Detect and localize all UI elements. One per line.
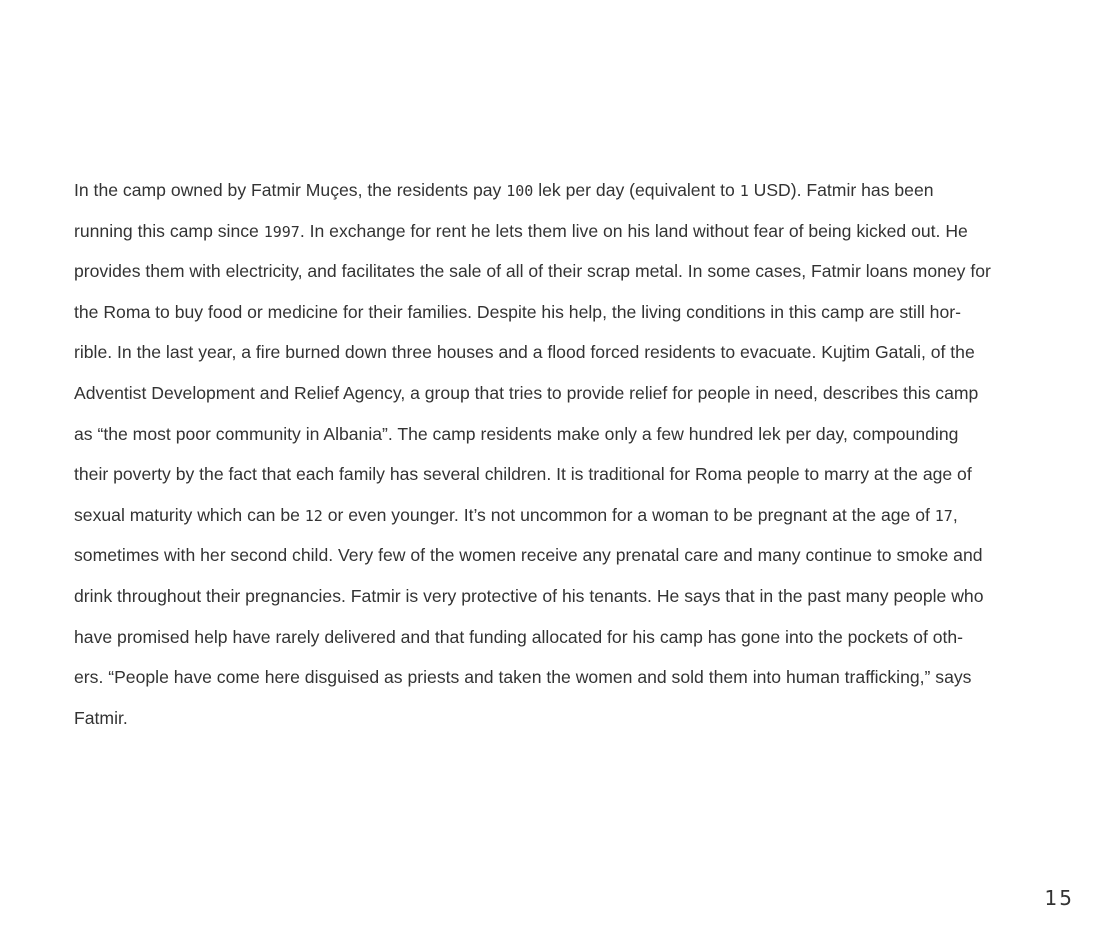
text-line — [74, 501, 1090, 542]
text-line — [74, 541, 1090, 582]
inline-number: 1997 — [263, 222, 300, 241]
inline-number: 17 — [934, 506, 953, 525]
text-line — [74, 623, 1090, 664]
page-number: 15 — [1044, 886, 1074, 910]
inline-number: 100 — [506, 182, 534, 200]
article-paragraph — [74, 176, 1090, 744]
inline-number: 12 — [304, 506, 323, 525]
text-run: In the camp owned by Fatmir Muçes, the residents pay — [74, 180, 507, 200]
text-line — [74, 704, 1090, 745]
text-run: USD). Fatmir has been — [748, 180, 934, 200]
text-run: drink throughout their pregnancies. Fatmir is very protective of his tenants. He says that in the past many people who — [74, 585, 984, 606]
text-run: sometimes with her second child. Very few of the women receive any prenatal care and many continue to smoke and — [74, 545, 983, 566]
text-run: rible. In the last year, a fire burned down three houses and a flood forced residents to evacuate. Kujtim Gatali, of the — [74, 342, 975, 363]
text-run: the Roma to buy food or medicine for their families. Despite his help, the living conditions in this camp are still hor- — [74, 301, 961, 322]
text-run: , — [952, 504, 958, 525]
text-line — [74, 257, 1090, 298]
text-run: provides them with electricity, and facilitates the sale of all of their scrap metal. In some cases, Fatmir loans money for — [74, 261, 991, 282]
text-line — [74, 338, 1090, 379]
inline-number: 1 — [739, 182, 749, 200]
text-line — [74, 217, 1090, 258]
text-run: ers. “People have come here disguised as priests and taken the women and sold them into human trafficking,” says — [74, 667, 972, 688]
text-run: their poverty by the fact that each family has several children. It is traditional for Roma people to marry at the age of — [74, 464, 972, 485]
text-run: running this camp since — [74, 220, 264, 241]
text-run: Fatmir. — [74, 707, 128, 728]
text-line — [74, 379, 1090, 420]
text-run: . In exchange for rent he lets them live on his land without fear of being kicked out. He — [299, 220, 968, 241]
text-line — [74, 176, 1090, 217]
text-run: Adventist Development and Relief Agency, a group that tries to provide relief for people in need, describes this camp — [74, 382, 979, 403]
text-run: sexual maturity which can be — [74, 504, 305, 525]
text-line — [74, 582, 1090, 623]
text-run: have promised help have rarely delivered and that funding allocated for his camp has gone into the pockets of oth- — [74, 626, 964, 647]
text-line — [74, 298, 1090, 339]
text-run: as “the most poor community in Albania”. The camp residents make only a few hundred lek per day, compounding — [74, 423, 959, 444]
text-run: lek per day (equivalent to — [533, 180, 740, 200]
text-line — [74, 420, 1090, 461]
text-run: or even younger. It’s not uncommon for a woman to be pregnant at the age of — [322, 504, 935, 525]
text-line — [74, 460, 1090, 501]
text-line — [74, 663, 1090, 704]
